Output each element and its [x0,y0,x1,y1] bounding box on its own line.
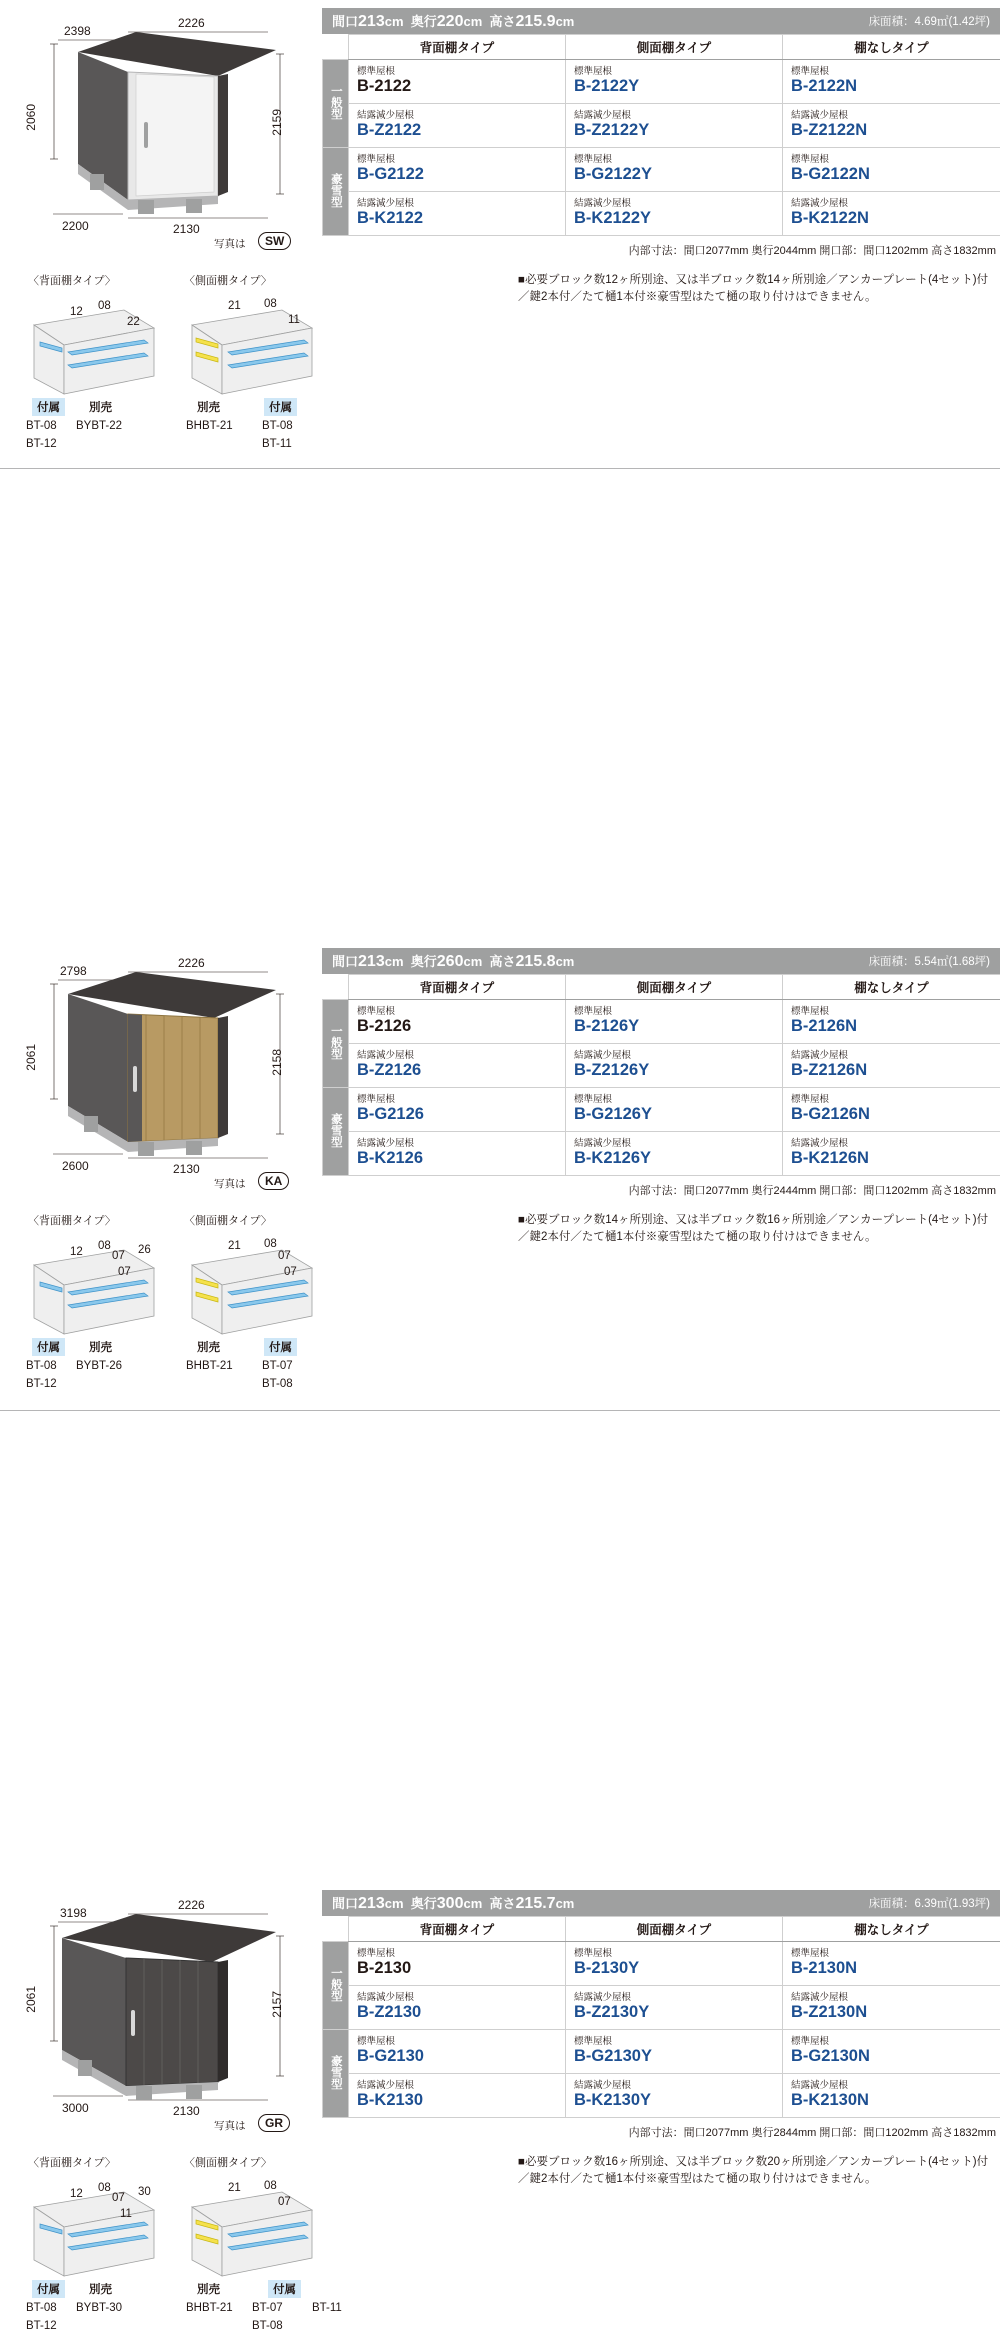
shelf-title-side: 〈側面棚タイプ〉 [184,1212,272,1228]
shelf-label-1: 08 [98,300,111,312]
col-header-rear: 背面棚タイプ [349,1917,566,1942]
shelf-label-3: 21 [228,300,241,312]
height-unit: cm [556,14,575,29]
dim-top-right: 2226 [178,16,205,30]
table-row [323,1942,1000,1986]
cell-model[interactable]: 結露減少屋根 B-K2122N [783,192,1000,236]
width-value: 213 [358,13,385,30]
cell-model[interactable]: 標準屋根 B-2122 [349,60,566,104]
shed-svg [18,14,318,264]
tag-included-rear: 付属 [32,2280,65,2298]
shelf-label-4: 07 [118,1266,131,1278]
cell-model[interactable]: 標準屋根 B-2130 [349,1942,566,1986]
inner-dimensions: 内部寸法：間口2077mm 奥行2444mm 開口部：間口1202mm 高さ1832mm [322,1176,1000,1198]
shelf-label-5: 21 [228,1240,241,1252]
table-row [323,148,1000,192]
cell-model[interactable]: 標準屋根 B-G2126 [349,1088,566,1132]
shelf-label-4: 11 [120,2208,132,2220]
depth-unit: cm [463,1896,482,1911]
group-label-heavysnow: 豪雪型 [323,2030,349,2118]
table-row [323,2030,1000,2074]
inner-dimensions: 内部寸法：間口2077mm 奥行2844mm 開口部：間口1202mm 高さ1832mm [322,2118,1000,2140]
dim-top-left: 3198 [60,1906,87,1920]
floor-area: 床面積：5.54㎡(1.68坪) [869,953,1000,969]
block-notes: ■必要ブロック数14ヶ所別途、又は半ブロック数16ヶ所別途／アンカープレート(4セット)付／鍵2本付／たて樋1本付※豪雪型はたて樋の取り付けはできません。 [322,1198,1000,1247]
dim-right: 2159 [270,109,284,136]
shelf-label-2: 07 [112,1250,125,1262]
shelf-code-0: BT-08 [26,420,57,432]
width-value: 213 [358,1895,385,1912]
shelf-label-7: 07 [278,1250,291,1262]
group-label-general: 一般型 [323,60,349,148]
spec-header-dims [322,1893,574,1913]
shelf-label-0: 12 [70,1246,83,1258]
width-unit: cm [385,14,404,29]
shelf-diagrams [14,2154,322,2344]
spec-table-column [322,8,1000,307]
cell-model[interactable]: 標準屋根 B-2130N [783,1942,1000,1986]
col-header-side: 側面棚タイプ [566,35,783,60]
dim-top-right: 2226 [178,956,205,970]
cell-model[interactable]: 結露減少屋根 B-Z2126N [783,1044,1000,1088]
dim-bottom-left: 2600 [62,1159,89,1173]
table-row [323,1986,1000,2030]
shelf-code-2: BYBT-30 [76,2302,122,2314]
height-label: 高さ [490,954,516,969]
floor-area: 床面積：6.39㎡(1.93坪) [869,1895,1000,1911]
shelf-title-rear: 〈背面棚タイプ〉 [28,272,116,288]
depth-value: 220 [437,13,464,30]
cell-model[interactable]: 結露減少屋根 B-K2122 [349,192,566,236]
tag-optional-side: 別売 [192,398,225,416]
cell-model[interactable]: 標準屋根 B-G2126Y [566,1088,783,1132]
photo-note-label: 写真は [214,2118,246,2133]
shelf-label-5: 11 [288,314,300,326]
product-block-2126 [0,470,1000,940]
cell-model[interactable]: 標準屋根 B-G2130 [349,2030,566,2074]
height-unit: cm [556,1896,575,1911]
cell-model[interactable]: 結露減少屋根 B-K2122Y [566,192,783,236]
shelf-code-5: BT-08 [252,2320,283,2332]
shelf-label-0: 12 [70,306,83,318]
height-value: 215.9 [516,13,556,30]
cell-model[interactable]: 結露減少屋根 B-K2130Y [566,2074,783,2118]
depth-label: 奥行 [411,14,437,29]
col-header-rear: 背面棚タイプ [349,35,566,60]
shelf-code-0: BT-08 [26,1360,57,1372]
shelf-label-6: 08 [264,1238,277,1250]
depth-value: 300 [437,1895,464,1912]
tag-included-side: 付属 [264,1338,297,1356]
dim-right: 2158 [270,1049,284,1076]
photo-code-badge: SW [258,232,291,250]
table-row [323,60,1000,104]
shelf-code-3: BHBT-21 [186,2302,233,2314]
tag-included-rear: 付属 [32,1338,65,1356]
spec-table [322,1916,1000,2118]
cell-model[interactable]: 標準屋根 B-2130Y [566,1942,783,1986]
group-label-general: 一般型 [323,1942,349,2030]
width-label: 間口 [332,14,358,29]
floor-area: 床面積：4.69㎡(1.42坪) [869,13,1000,29]
shelf-diagrams [14,272,322,462]
dim-bottom-right: 2130 [173,2104,200,2118]
dim-bottom-left: 2200 [62,219,89,233]
shelf-label-6: 08 [264,2180,277,2192]
cell-model[interactable]: 結露減少屋根 B-Z2126Y [566,1044,783,1088]
depth-label: 奥行 [411,1896,437,1911]
cell-model[interactable]: 標準屋根 B-G2122N [783,148,1000,192]
table-row [323,2074,1000,2118]
shelf-code-3: BHBT-21 [186,420,233,432]
shelf-code-0: BT-08 [26,2302,57,2314]
shelf-code-1: BT-12 [26,1378,57,1390]
width-unit: cm [385,1896,404,1911]
cell-model[interactable]: 標準屋根 B-2126Y [566,1000,783,1044]
cell-model[interactable]: 標準屋根 B-2122N [783,60,1000,104]
col-header-none: 棚なしタイプ [783,35,1000,60]
width-label: 間口 [332,954,358,969]
illustration-column [0,0,322,470]
dim-bottom-right: 2130 [173,222,200,236]
table-row [323,192,1000,236]
dim-bottom-left: 3000 [62,2101,89,2115]
shelf-label-1: 08 [98,2182,111,2194]
height-label: 高さ [490,1896,516,1911]
col-header-side: 側面棚タイプ [566,1917,783,1942]
shelf-code-6: BT-11 [312,2302,342,2314]
shelf-label-1: 08 [98,1240,111,1252]
cell-model[interactable]: 結露減少屋根 B-K2126N [783,1132,1000,1176]
shelf-code-2: BYBT-26 [76,1360,122,1372]
shelf-title-rear: 〈背面棚タイプ〉 [28,2154,116,2170]
shelf-code-5: BT-08 [262,1378,293,1390]
illustration-column [0,1882,322,2352]
cell-model[interactable]: 標準屋根 B-2126N [783,1000,1000,1044]
shelf-label-3: 30 [138,2186,151,2198]
cell-model[interactable]: 結露減少屋根 B-Z2130Y [566,1986,783,2030]
depth-unit: cm [463,14,482,29]
table-row [323,104,1000,148]
cell-model[interactable]: 結露減少屋根 B-Z2122 [349,104,566,148]
dim-left: 2061 [24,1986,38,2013]
width-value: 213 [358,953,385,970]
tag-included-rear: 付属 [32,398,65,416]
cell-model[interactable]: 結露減少屋根 B-Z2126 [349,1044,566,1088]
height-value: 215.7 [516,1895,556,1912]
cell-model[interactable]: 結露減少屋根 B-Z2122Y [566,104,783,148]
cell-model[interactable]: 結露減少屋根 B-Z2130N [783,1986,1000,2030]
col-header-none: 棚なしタイプ [783,1917,1000,1942]
shelf-code-2: BYBT-22 [76,420,122,432]
dim-top-right: 2226 [178,1898,205,1912]
col-header-rear: 背面棚タイプ [349,975,566,1000]
table-head-row [323,1917,1000,1942]
shelf-code-3: BHBT-21 [186,1360,233,1372]
table-head-row [323,35,1000,60]
dim-top-left: 2798 [60,964,87,978]
dim-left: 2060 [24,104,38,131]
dim-top-left: 2398 [64,24,91,38]
dim-right: 2157 [270,1991,284,2018]
shed-svg [18,1896,318,2146]
cell-model[interactable]: 結露減少屋根 B-Z2130 [349,1986,566,2030]
photo-note-label: 写真は [214,1176,246,1191]
tag-optional-rear: 別売 [84,1338,117,1356]
photo-code-badge: GR [258,2114,290,2132]
group-label-heavysnow: 豪雪型 [323,1088,349,1176]
inner-dimensions: 内部寸法：間口2077mm 奥行2044mm 開口部：間口1202mm 高さ1832mm [322,236,1000,258]
photo-note-label: 写真は [214,236,246,251]
shelf-code-4: BT-07 [252,2302,283,2314]
shelf-label-2: 22 [127,316,140,328]
col-header-none: 棚なしタイプ [783,975,1000,1000]
cell-model[interactable]: 標準屋根 B-G2130N [783,2030,1000,2074]
shelf-code-1: BT-12 [26,2320,57,2332]
shelf-label-3: 26 [138,1244,151,1256]
group-label-general: 一般型 [323,1000,349,1088]
spec-header-dims [322,11,574,31]
tag-optional-rear: 別売 [84,398,117,416]
photo-code-badge: KA [258,1172,289,1190]
dim-left: 2061 [24,1044,38,1071]
width-unit: cm [385,954,404,969]
cell-model[interactable]: 標準屋根 B-G2126N [783,1088,1000,1132]
cell-model[interactable]: 標準屋根 B-G2122 [349,148,566,192]
cell-model[interactable]: 結露減少屋根 B-K2130N [783,2074,1000,2118]
shelf-label-4: 08 [264,298,277,310]
shelf-code-4: BT-07 [262,1360,293,1372]
depth-value: 260 [437,953,464,970]
shelf-code-4: BT-08 [262,420,293,432]
shelf-label-8: 07 [284,1266,297,1278]
depth-unit: cm [463,954,482,969]
tag-included-side: 付属 [264,398,297,416]
height-label: 高さ [490,14,516,29]
shelf-label-2: 07 [112,2192,125,2204]
cell-model[interactable]: 標準屋根 B-G2130Y [566,2030,783,2074]
shelf-title-side: 〈側面棚タイプ〉 [184,272,272,288]
cell-model[interactable]: 結露減少屋根 B-K2126Y [566,1132,783,1176]
shelf-label-0: 12 [70,2188,83,2200]
product-block-2130 [0,940,1000,1410]
cell-model[interactable]: 標準屋根 B-2122Y [566,60,783,104]
tag-optional-rear: 別売 [84,2280,117,2298]
shelf-code-5: BT-11 [262,438,292,450]
shed-drawing [18,14,318,264]
width-label: 間口 [332,1896,358,1911]
product-block-2122 [0,0,1000,470]
spec-header-bar [322,1890,1000,1916]
section-divider [0,468,1000,469]
shelf-code-1: BT-12 [26,438,57,450]
cell-model[interactable]: 結露減少屋根 B-K2130 [349,2074,566,2118]
tag-optional-side: 別売 [192,2280,225,2298]
tag-included-side: 付属 [268,2280,301,2298]
shelf-label-5: 21 [228,2182,241,2194]
shelf-label-7: 07 [278,2196,291,2208]
cell-model[interactable]: 結露減少屋根 B-Z2122N [783,104,1000,148]
spec-header-bar [322,8,1000,34]
cell-model[interactable]: 標準屋根 B-2126 [349,1000,566,1044]
cell-model[interactable]: 結露減少屋根 B-K2126 [349,1132,566,1176]
shed-drawing [18,1896,318,2146]
shelf-title-rear: 〈背面棚タイプ〉 [28,1212,116,1228]
depth-label: 奥行 [411,954,437,969]
height-value: 215.8 [516,953,556,970]
shelf-title-side: 〈側面棚タイプ〉 [184,2154,272,2170]
height-unit: cm [556,954,575,969]
block-notes: ■必要ブロック数12ヶ所別途、又は半ブロック数14ヶ所別途／アンカープレート(4セット)付／鍵2本付／たて樋1本付※豪雪型はたて樋の取り付けはできません。 [322,258,1000,307]
col-header-side: 側面棚タイプ [566,975,783,1000]
block-notes: ■必要ブロック数16ヶ所別途、又は半ブロック数20ヶ所別途／アンカープレート(4セット)付／鍵2本付／たて樋1本付※豪雪型はたて樋の取り付けはできません。 [322,2140,1000,2189]
dim-bottom-right: 2130 [173,1162,200,1176]
group-label-heavysnow: 豪雪型 [323,148,349,236]
spec-table-column [322,1890,1000,2189]
cell-model[interactable]: 標準屋根 B-G2122Y [566,148,783,192]
tag-optional-side: 別売 [192,1338,225,1356]
spec-table [322,34,1000,236]
